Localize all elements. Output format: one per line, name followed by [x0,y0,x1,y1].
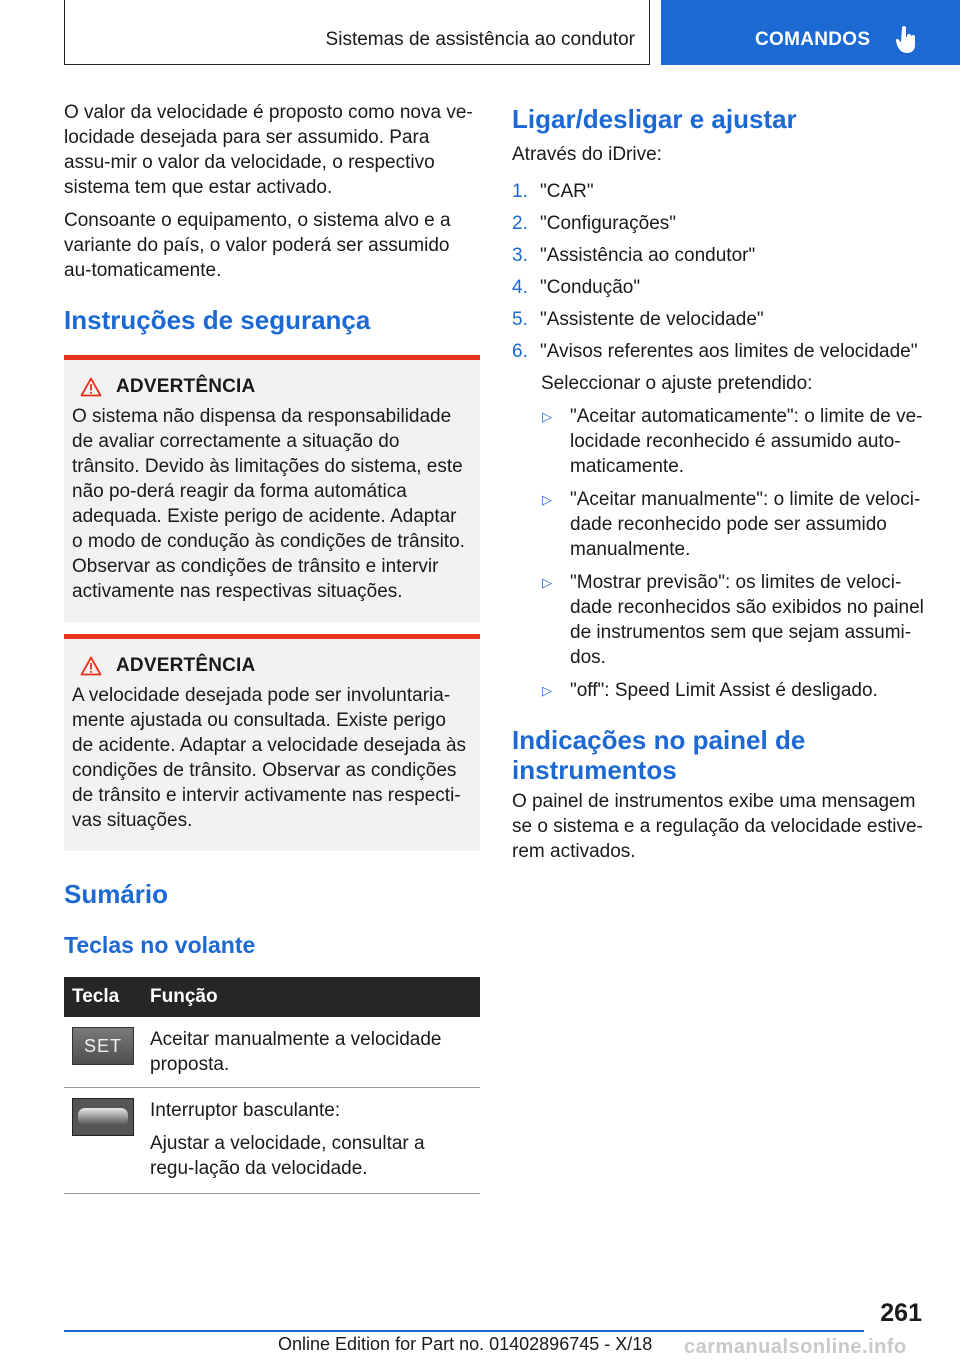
header-section-box [64,0,650,65]
header-chapter-tab[interactable] [661,0,960,65]
right-column [512,104,932,872]
warning-2-title: ADVERTÊNCIA [116,655,256,676]
steps-list [512,179,932,364]
list-item: ▷ "Aceitar manualmente": o limite de veloci-dade reconhecido pode ser assumido manualmente. [542,489,921,560]
triangle-bullet-icon: ▷ [542,683,552,698]
onoff-heading: Ligar/desligar e ajustar [512,104,797,134]
list-item: 3. "Assistência ao condutor" [512,245,756,266]
set-button-icon: SET [72,1027,134,1065]
table-cell-key [64,1017,142,1088]
table-cell-key [64,1088,142,1194]
table-header-function: Função [142,977,480,1017]
intro-paragraph-1: O valor da velocidade é proposto como nova ve-locidade desejada para ser assumido. Para assu-mir o valor da velocidade, o respectivo sistema tem que estar activado. [64,102,473,198]
table-row [64,1017,480,1088]
list-item: 1. "CAR" [512,181,594,202]
footer-divider [64,1330,864,1332]
function-line-2: Ajustar a velocidade, consultar a regu-lação da velocidade. [150,1133,425,1179]
table-cell-function [142,1088,480,1194]
function-line-1: Interruptor basculante: [150,1100,341,1121]
warning-box-2 [64,634,480,851]
select-intro: Seleccionar o ajuste pretendido: [541,373,813,394]
footer-edition: Online Edition for Part no. 01402896745 - X/18 [278,1334,653,1354]
table-row [64,1088,480,1194]
list-item: ▷ "Aceitar automaticamente": o limite de ve-locidade reconhecido é assumido auto-maticamente. [542,406,923,477]
via-idrive-text: Através do iDrive: [512,144,662,165]
pointing-hand-icon [895,26,917,54]
warning-1-title: ADVERTÊNCIA [116,376,256,397]
list-item: ▷ "Mostrar previsão": os limites de veloci-dade reconhecidos são exibidos no painel de instrumentos sem que sejam assumi-dos. [542,572,924,668]
chapter-label: COMANDOS [755,29,871,50]
table-header-row [64,977,480,1017]
triangle-bullet-icon: ▷ [542,575,552,590]
triangle-bullet-icon: ▷ [542,409,552,424]
intro-paragraph-2: Consoante o equipamento, o sistema alvo e a variante do país, o valor poderá ser assumido au-tomaticamente. [64,210,451,281]
list-item: ▷ "off": Speed Limit Assist é desligado. [542,680,878,701]
rocker-switch-icon [72,1098,134,1136]
warning-box-1 [64,355,480,622]
list-item: 6. "Avisos referentes aos limites de velocidade" [512,341,918,362]
warning-triangle-icon [80,377,102,397]
indications-heading: Indicações no painel de instrumentos [512,725,806,785]
page-number: 261 [880,1299,922,1327]
triangle-bullet-icon: ▷ [542,492,552,507]
keys-heading: Teclas no volante [64,932,256,958]
warning-triangle-icon [80,656,102,676]
list-item: 5. "Assistente de velocidade" [512,309,764,330]
list-item: 4. "Condução" [512,277,641,298]
summary-heading: Sumário [64,879,169,909]
warning-2-text: A velocidade desejada pode ser involuntaria-mente ajustada ou consultada. Existe perigo de acidente. Adaptar a velocidade desejada às condições de trânsito. Observar as condições de trânsito e intervir activamente nas respecti-vas situações. [72,685,467,831]
left-column [64,100,480,1194]
indications-text: O painel de instrumentos exibe uma mensagem se o sistema e a regulação da velocidade estive-rem activados. [512,791,923,862]
table-header-key: Tecla [64,977,142,1017]
list-item: 2. "Configurações" [512,213,677,234]
table-cell-function: Aceitar manualmente a velocidade proposta. [142,1017,480,1088]
footer-watermark[interactable]: carmanualsonline.info [684,1336,907,1358]
keys-table [64,977,480,1194]
warning-1-text: O sistema não dispensa da responsabilidade de avaliar correctamente a situação do trânsito. Devido às limitações do sistema, este não po-derá reagir da forma automática adequada. Existe perigo de acidente. Adaptar o modo de condução às condições de trânsito. Observar as condições de trânsito e intervir activamente nas respectivas situações. [72,406,465,602]
safety-heading: Instruções de segurança [64,305,371,335]
options-list [541,404,932,703]
header-section-title: Sistemas de assistência ao condutor [325,29,635,50]
